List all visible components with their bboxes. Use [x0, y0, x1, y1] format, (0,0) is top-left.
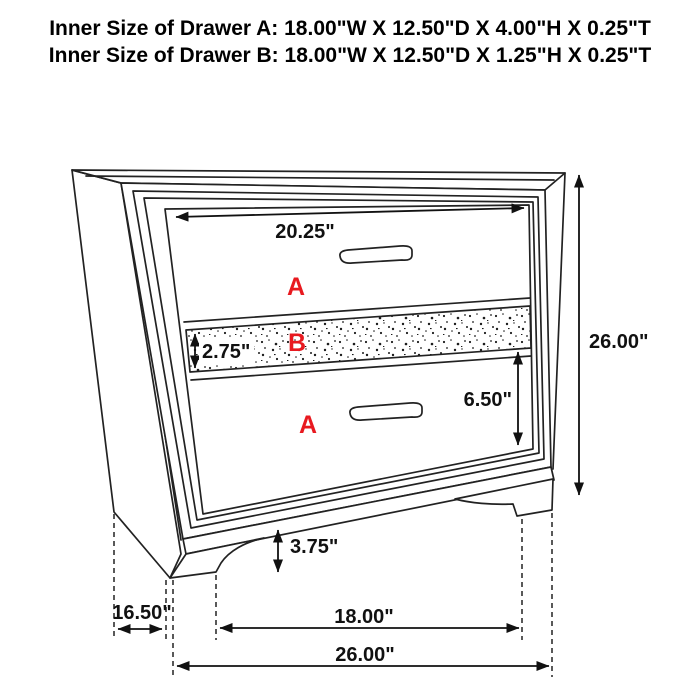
bottom-drawer-letter: A: [298, 411, 318, 439]
drawer-inner-width-label: 20.25": [275, 221, 335, 243]
side-depth-label: 16.50": [112, 602, 172, 624]
inner-size-drawer-a-text: Inner Size of Drawer A: 18.00"W X 12.50"D X 4.00"H X 0.25"T: [49, 17, 651, 40]
leg-height-label: 3.75": [290, 536, 339, 558]
middle-drawer-height-label: 2.75": [202, 341, 251, 363]
cabinet-right-edge: [553, 173, 565, 469]
middle-drawer-letter: B: [287, 329, 307, 357]
bottom-drawer-height-label: 6.50": [463, 389, 512, 411]
between-legs-width-label: 18.00": [334, 606, 394, 628]
top-drawer-letter: A: [286, 273, 306, 301]
overall-width-label: 26.00": [335, 644, 395, 666]
overall-height-label: 26.00": [589, 331, 649, 353]
inner-size-drawer-b-text: Inner Size of Drawer B: 18.00"W X 12.50"D X 1.25"H X 0.25"T: [48, 44, 652, 67]
